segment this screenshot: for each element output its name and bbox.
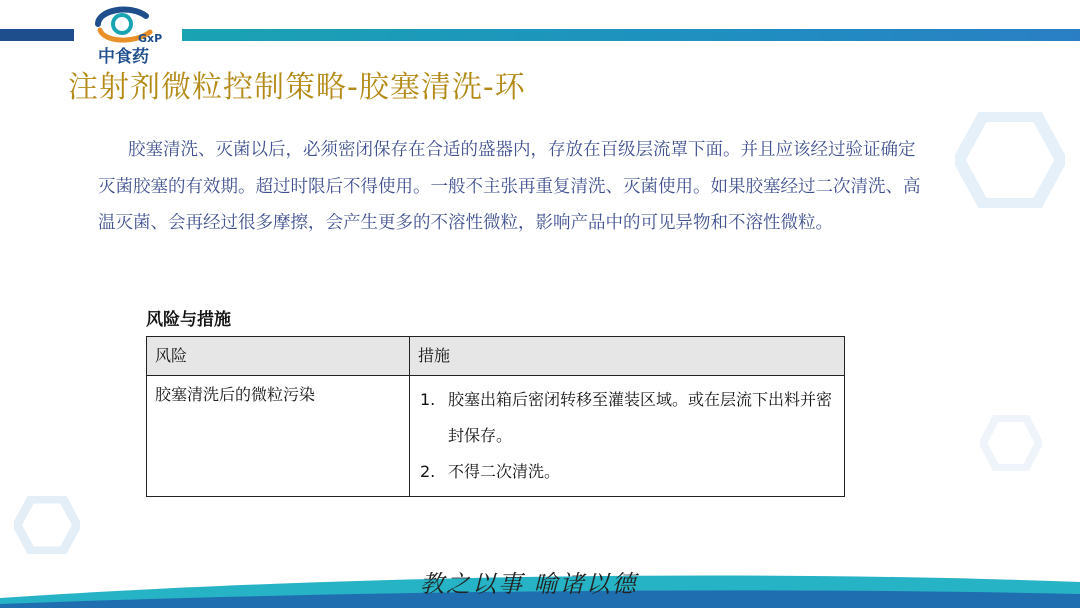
hexagon-decoration-large-icon	[955, 112, 1065, 208]
measure-number: 2.	[420, 462, 436, 481]
footer-motto: 教之以事 喻诸以德	[420, 570, 638, 598]
header-bar-right	[182, 29, 1080, 41]
slide-title: 注射剂微粒控制策略-胶塞清洗-环	[68, 70, 526, 105]
risk-cell: 胶塞清洗后的微粒污染	[147, 376, 410, 497]
svg-text:GxP: GxP	[138, 32, 163, 45]
header-risk: 风险	[147, 337, 410, 376]
table-title: 风险与措施	[146, 310, 231, 330]
header-bar-left	[0, 29, 74, 41]
risk-measure-table	[146, 336, 845, 497]
measure-text: 胶塞出箱后密闭转移至灌装区域。或在层流下出料并密封保存。	[448, 390, 833, 445]
measure-number: 1.	[420, 390, 436, 409]
table-header-row	[147, 337, 845, 376]
measure-item	[418, 382, 836, 454]
company-logo	[90, 2, 170, 64]
body-paragraph	[98, 132, 928, 242]
measures-list	[418, 382, 836, 490]
measure-item	[418, 454, 836, 490]
body-paragraph-text: 胶塞清洗、灭菌以后，必须密闭保存在合适的盛器内，存放在百级层流罩下面。并且应该经过验证确定灭菌胶塞的有效期。超过时限后不得使用。一般不主张再重复清洗、灭菌使用。如果胶塞经过二次清洗、高温灭菌、会再经过很多摩擦，会产生更多的不溶性微粒，影响产品中的可见异物和不溶性微粒。	[98, 140, 921, 233]
hexagon-decoration-left-icon	[14, 496, 80, 554]
measure-text: 不得二次清洗。	[448, 462, 561, 481]
table-row	[147, 376, 845, 497]
svg-text:中食药: 中食药	[98, 47, 149, 64]
header-measure: 措施	[410, 337, 845, 376]
hexagon-decoration-small-icon	[980, 415, 1042, 471]
measures-cell	[410, 376, 845, 497]
